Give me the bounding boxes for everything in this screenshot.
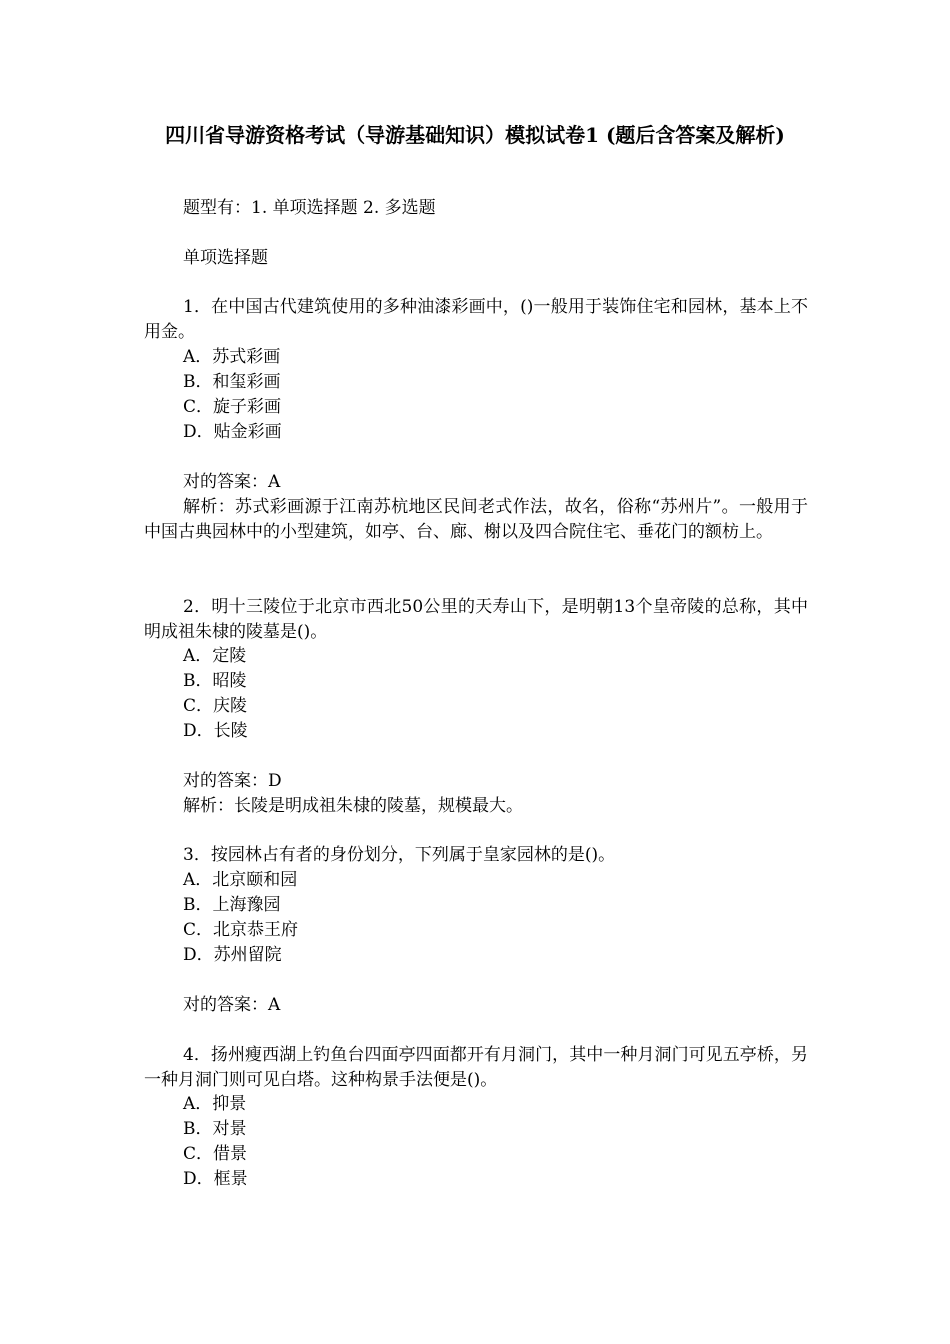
question-2-stem: 2．明十三陵位于北京市西北50公里的天寿山下，是明朝13个皇帝陵的总称，其中明成祖朱棣的陵墓是()。 (144, 597, 808, 642)
question-1-option-a: A．苏式彩画 (183, 347, 281, 367)
question-1-option-b: B．和玺彩画 (183, 372, 281, 392)
question-1-explanation: 解析：苏式彩画源于江南苏杭地区民间老式作法，故名，俗称“苏州片”。一般用于中国古典园林中的小型建筑，如亭、台、廊、榭以及四合院住宅、垂花门的额枋上。 (144, 497, 808, 542)
question-4-option-b: B．对景 (183, 1119, 247, 1139)
question-3-stem: 3．按园林占有者的身份划分，下列属于皇家园林的是()。 (183, 845, 616, 865)
question-4-option-d: D．框景 (183, 1169, 248, 1189)
document-title: 四川省导游资格考试（导游基础知识）模拟试卷1 (题后含答案及解析) (165, 123, 785, 147)
question-2-answer: 对的答案：D (183, 771, 282, 791)
question-3-option-c: C．北京恭王府 (183, 920, 299, 940)
question-1-answer: 对的答案：A (183, 472, 281, 492)
question-4-stem: 4．扬州瘦西湖上钓鱼台四面亭四面都开有月洞门，其中一种月洞门可见五亭桥，另一种月洞门则可见白塔。这种构景手法便是()。 (144, 1045, 808, 1090)
question-2-option-d: D．长陵 (183, 721, 248, 741)
question-2-explanation: 解析：长陵是明成祖朱棣的陵墓，规模最大。 (183, 796, 523, 816)
question-3-option-a: A．北京颐和园 (183, 870, 298, 890)
question-2-option-b: B．昭陵 (183, 671, 247, 691)
question-1-option-c: C．旋子彩画 (183, 397, 282, 417)
question-4-option-a: A．抑景 (183, 1094, 247, 1114)
section-heading: 单项选择题 (183, 248, 268, 268)
question-3-answer: 对的答案：A (183, 995, 281, 1015)
question-types: 题型有：1. 单项选择题 2. 多选题 (183, 198, 436, 218)
question-4-option-c: C．借景 (183, 1144, 248, 1164)
question-2-option-a: A．定陵 (183, 646, 247, 666)
question-2-option-c: C．庆陵 (183, 696, 248, 716)
question-3-option-d: D．苏州留院 (183, 945, 282, 965)
question-3-option-b: B．上海豫园 (183, 895, 281, 915)
question-1-option-d: D．贴金彩画 (183, 422, 282, 442)
question-1-stem: 1．在中国古代建筑使用的多种油漆彩画中，()一般用于装饰住宅和园林，基本上不用金。 (144, 297, 808, 342)
